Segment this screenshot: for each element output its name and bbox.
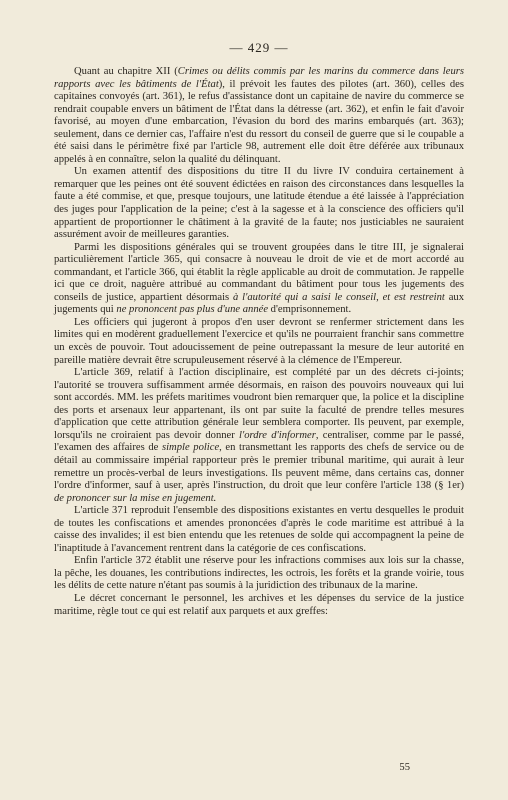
text-run: , en transmettant les rapports des chefs de service ou de détail au commissaire impérial rapporteur près le premier tribunal maritime, qui aurait à leur remettre un procès-verbal de leurs investigations. Ils peuvent même, dans certains cas, donner l'ordre d'informer, sauf à user, après l'instruction, du droit que leur confère l'article 138 (§ 1er) xyxy=(54,442,464,492)
italic-run: Crimes ou délits commis par les marins du commerce dans leurs rapports avec les bâtiments de l'État xyxy=(54,66,464,90)
text-run: L'article 371 reproduit l'ensemble des dispositions existantes en vertu desquelles le produit de toutes les confiscations et amendes prononcées d'après le code maritime est attribué à la caisse des invalides; il est bien entendu que les retenues de solde qui accompagnent la peine de l'inaptitude à l'avancement rentrent dans la catégorie de ces confiscations. xyxy=(54,505,464,554)
italic-run: simple police xyxy=(161,442,220,454)
text-run: Parmi les dispositions générales qui se trouvent groupées dans le titre III, je signalerai particulièrement l'article 365, qui consacre à nouveau le droit de vie et de mort accordé au commandant, et l'article 366, qui établit la règle applicable au droit de commutation. Je rappelle ici que ce droit, naguère attribué au commandant du bâtiment pour tous les jugements des conseils de justice, appartient désormais xyxy=(54,241,464,303)
paragraph xyxy=(54,593,464,618)
paragraph xyxy=(54,555,464,593)
italic-run: ne prononcent pas plus d'une année xyxy=(116,304,269,316)
text-run: ), il prévoit les fautes des pilotes (art. 360), celles des capitaines convoyés (art. 361), le refus d'assistance dont un capitaine de navire du commerce se rendrait coupable envers un bâtiment de l'État dans la détresse (art. 362), et enfin le fait d'avoir favorisé, au moyen d'une embarcation, l'évasion du bord des marins embarqués (art. 363); seulement, dans ce dernier cas, l'affaire n'est du ressort du conseil de guerre que si le coupable a été saisi dans le périmètre fixé par l'article 98, autrement elle doit être déférée aux tribunaux appelés à en connaître, selon la qualité du délinquant. xyxy=(54,78,464,165)
text-run: , centraliser, comme par le passé, l'examen des affaires de xyxy=(54,429,464,454)
paragraph xyxy=(54,242,464,317)
italic-run: l'ordre d'informer xyxy=(239,429,316,441)
italic-run: de prononcer sur la mise en jugement. xyxy=(54,492,217,504)
text-run: L'article 369, relatif à l'action disciplinaire, est complété par un des décrets ci-joints; l'autorité se trouvera suffisamment armée désormais, en raison des pouvoirs nouveaux qui lui sont accordés. MM. les préfets maritimes voudront bien remarquer que, la police et la discipline des ports et arsenaux leur appartenant, ils ont par suite la faculté de prendre telles mesures d'application que cette attribution générale leur semblera comporter. Ils peuvent, par exemple, lorsqu'ils ne croiraient pas devoir donner xyxy=(54,367,464,441)
page-number: — 429 — xyxy=(229,40,289,55)
text-run: Un examen attentif des dispositions du titre II du livre IV conduira certainement à remarquer que les peines ont été souvent édictées en raison des circonstances dans lesquelles la faute a été commise, et que, presque toujours, une latitude étendue a été laissée à l'appréciation des juges pour l'application de la peine; c'est à la sagesse et à la conscience des officiers qu'il appartient de proportionner le châtiment à la gravité de la faute; nos justiciables ne sauraient assurément avoir de meilleures garanties. xyxy=(54,166,464,241)
text-run: Quant au chapitre XII ( xyxy=(74,66,178,77)
text-run: Le décret concernant le personnel, les archives et les dépenses du service de la justice maritime, règle tout ce qui est relatif aux parquets et aux greffes: xyxy=(54,592,464,617)
paragraph xyxy=(54,367,464,505)
paragraph xyxy=(54,505,464,555)
paragraph xyxy=(54,317,464,367)
signature-mark: 55 xyxy=(399,762,410,773)
text-run: aux jugements qui xyxy=(54,291,464,316)
body-text xyxy=(54,66,464,618)
text-run: Les officiers qui jugeront à propos d'en user devront se renfermer strictement dans les limites qui en modèrent graduellement l'exercice et qu'ils ne pourraient franchir sans commettre un excès de pouvoir. Tout adoucissement de peine outrepassant la mesure de leur autorité en pareille matière devrait être scrupuleusement réservé à la clémence de l'Empereur. xyxy=(54,316,464,366)
paragraph xyxy=(54,66,464,166)
text-run: Enfin l'article 372 établit une réserve pour les infractions commises aux lois sur la chasse, la pêche, les douanes, les contributions indirectes, les octrois, les forêts et la grande voirie, tous les délits de cette nature n'étant pas soumis à la juridiction des tribunaux de la marine. xyxy=(54,555,464,592)
paragraph xyxy=(54,166,464,241)
italic-run: à l'autorité qui a saisi le conseil, et est restreint xyxy=(233,291,445,303)
text-run: d'emprisonnement. xyxy=(268,304,352,316)
